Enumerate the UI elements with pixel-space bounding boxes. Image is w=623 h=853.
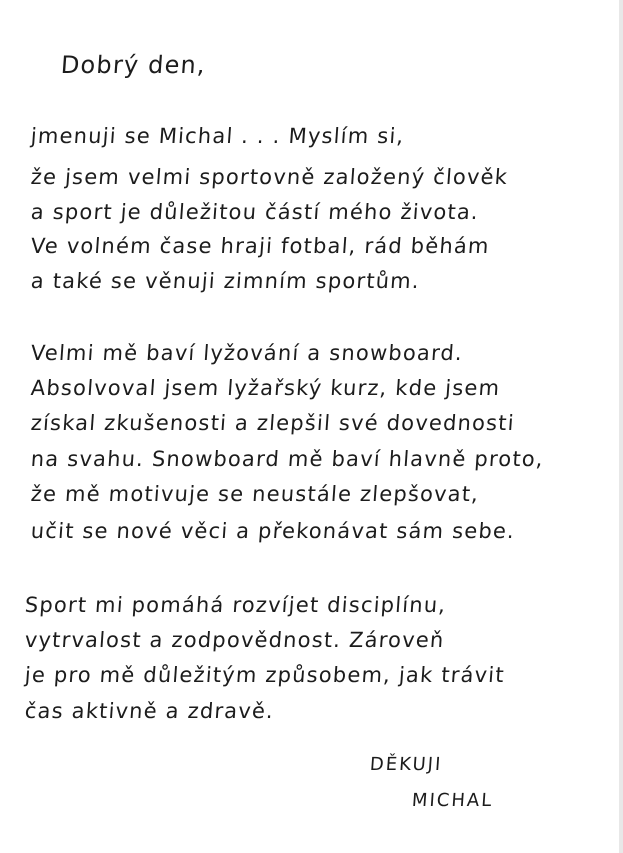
- letter-line: Absolvoval jsem lyžařský kurz, kde jsem: [30, 376, 502, 400]
- letter-greeting: Dobrý den,: [59, 51, 207, 79]
- letter-line: na svahu. Snowboard mě baví hlavně proto,: [30, 447, 545, 471]
- letter-line: získal zkušenosti a zlepšil své dovednosti: [30, 411, 516, 435]
- letter-line: a také se věnuji zimním sportům.: [30, 269, 421, 293]
- letter-line: Sport mi pomáhá rozvíjet disciplínu,: [24, 593, 448, 617]
- letter-line: učit se nové věci a překonávat sám sebe.: [30, 519, 516, 543]
- letter-signature: MICHAL: [411, 790, 494, 811]
- letter-closing: DĚKUJI: [369, 754, 444, 775]
- letter-line: jmenuji se Michal . . . Myslím si,: [30, 124, 406, 148]
- letter-line: čas aktivně a zdravě.: [24, 699, 275, 723]
- letter-line: je pro mě důležitým způsobem, jak trávit: [24, 663, 506, 687]
- letter-line: vytrvalost a zodpovědnost. Zároveň: [24, 628, 446, 652]
- letter-line: a sport je důležitou částí mého života.: [30, 200, 480, 224]
- letter-line: Ve volném čase hraji fotbal, rád běhám: [30, 234, 491, 258]
- letter-line: že jsem velmi sportovně založený člověk: [30, 165, 509, 189]
- letter-line: že mě motivuje se neustále zlepšovat,: [30, 482, 481, 506]
- letter-line: Velmi mě baví lyžování a snowboard.: [30, 341, 464, 365]
- page-edge: [619, 0, 623, 853]
